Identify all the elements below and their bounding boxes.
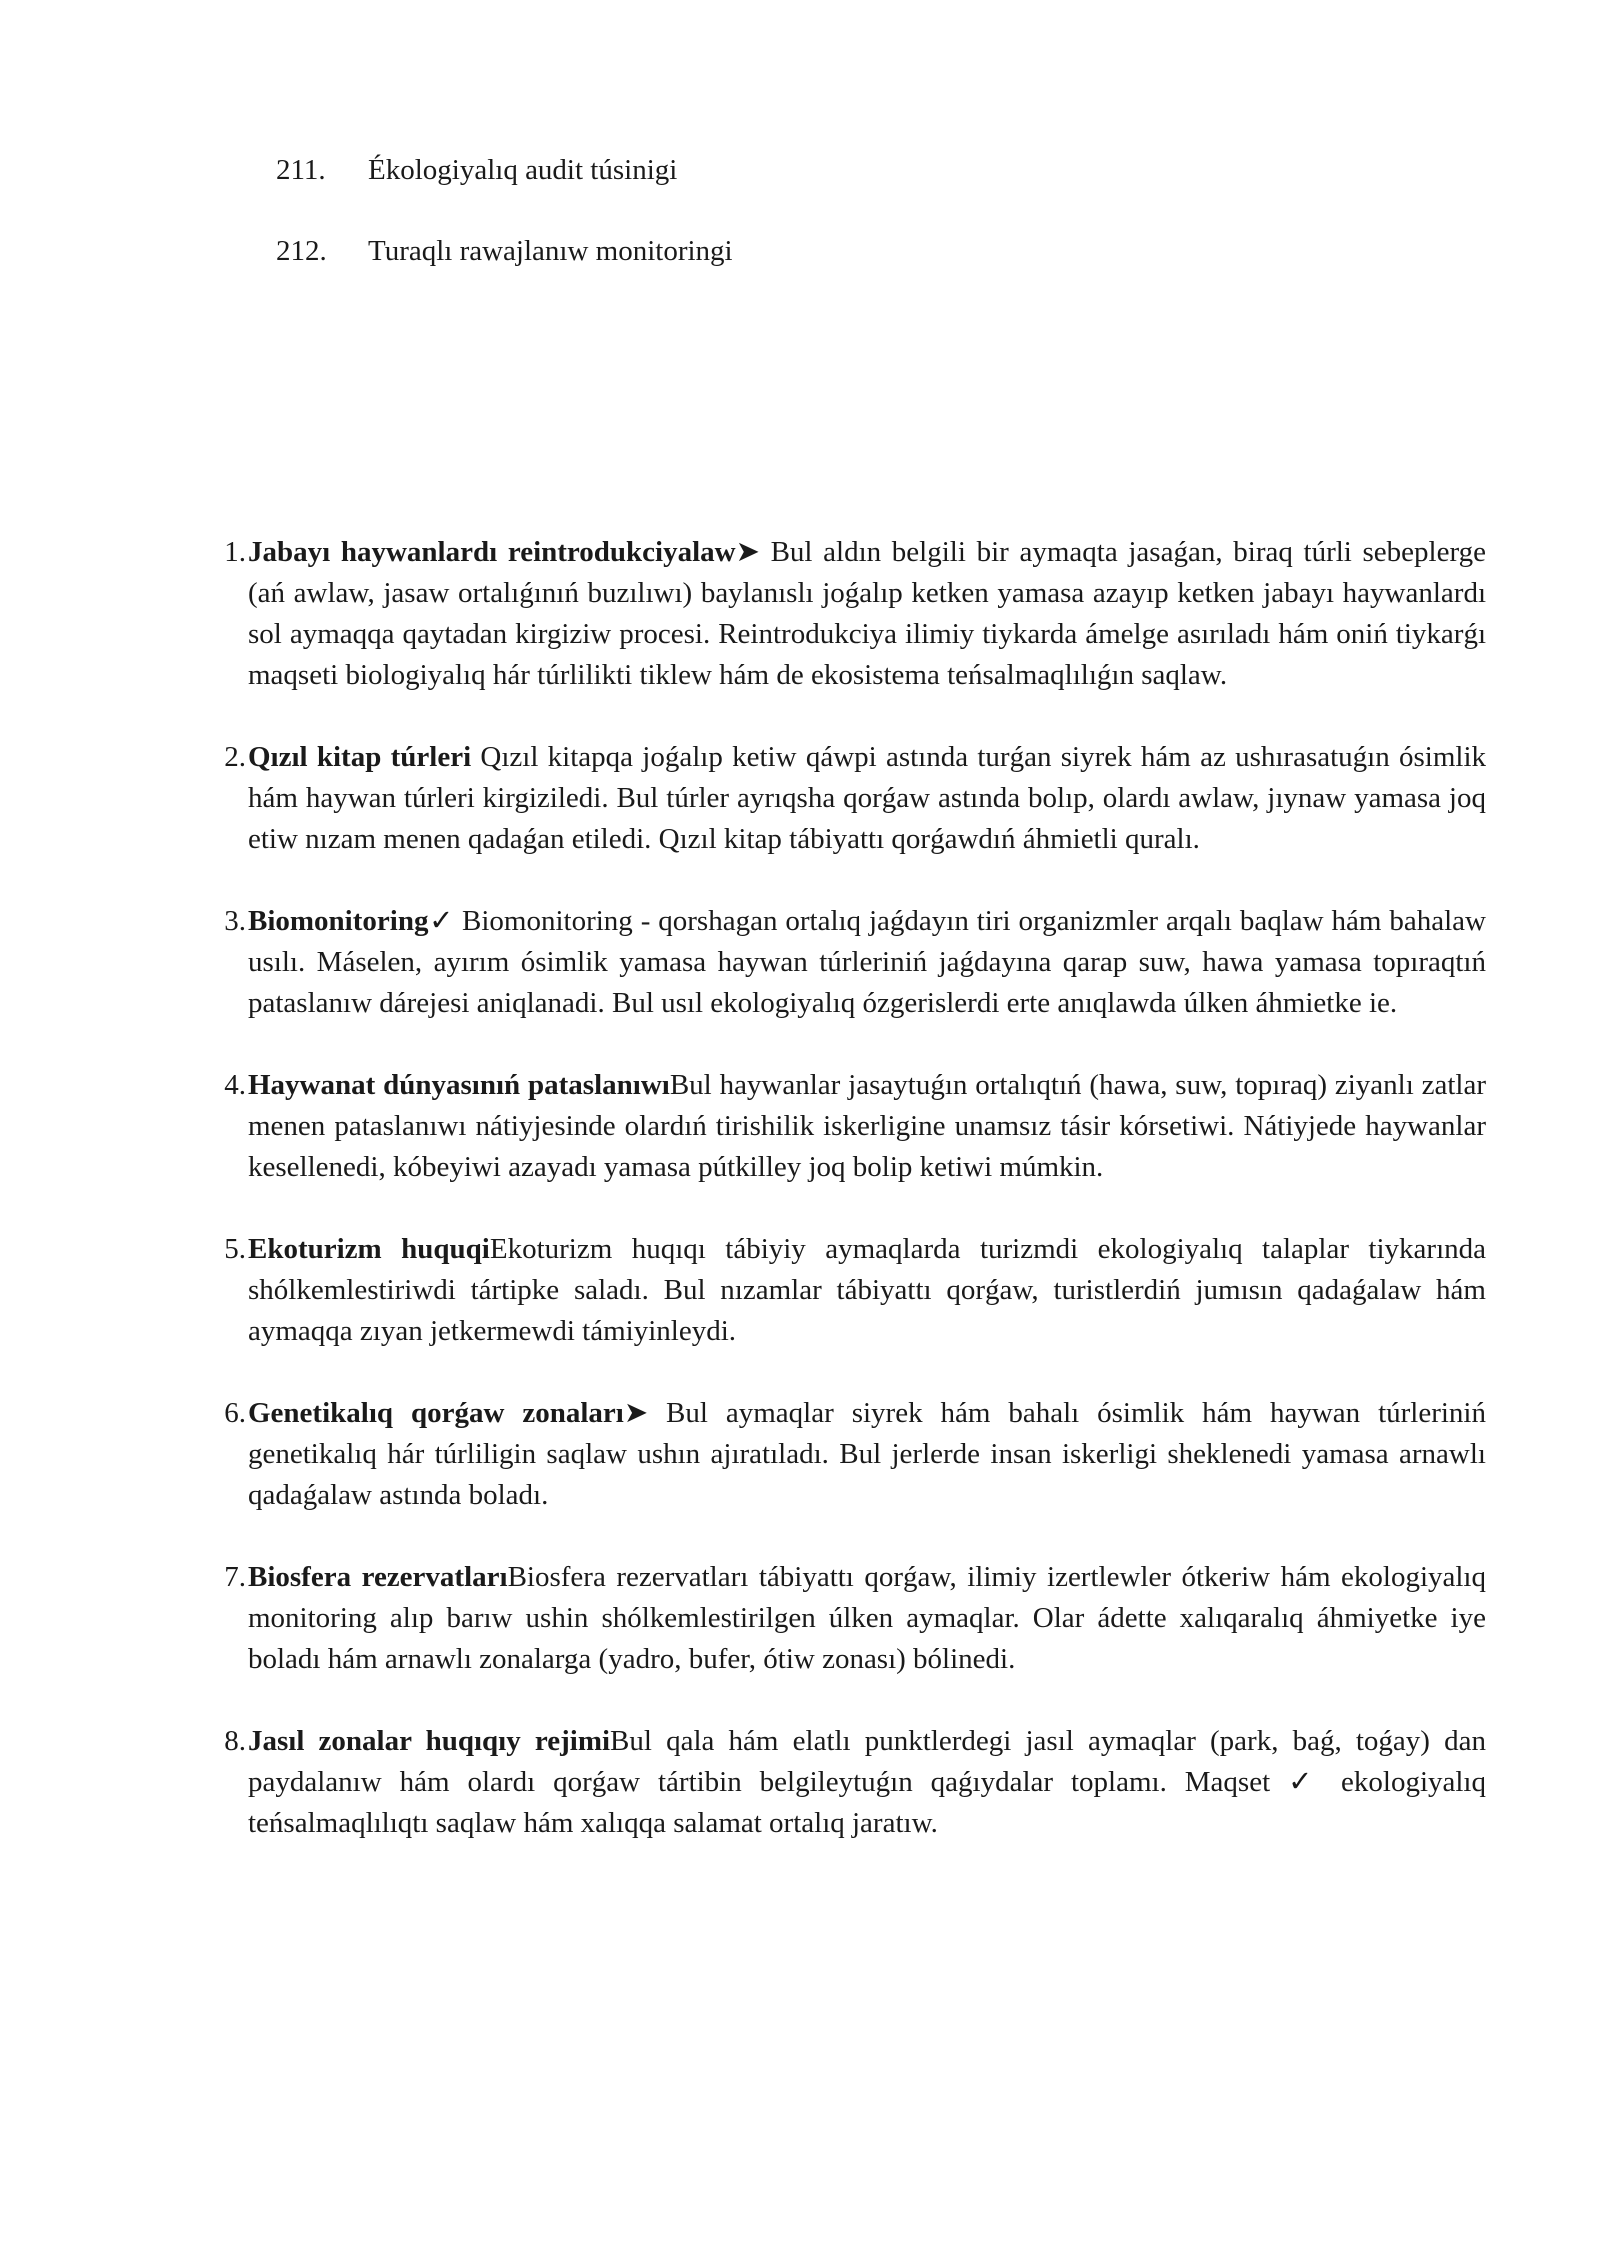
entry-definition: Biosfera rezervatları tábiyattı qorǵaw, ilimiy izertlewler ótkeriw hám ekologiyalıq monitoring alıp barıw ushin shólkemlestirilgen úlken aymaqlar. Olar ádette xalıqaralıq áhmiyetke iye boladı hám arnawlı zonalarga (yadro, bufer, ótiw zonası) bólinedi. <box>248 1561 1486 1675</box>
entry-term: Biomonitoring <box>248 905 429 937</box>
entry-term: Biosfera rezervatları <box>248 1561 508 1593</box>
entry-term: Haywanat dúnyasınıń pataslanıwı <box>248 1069 670 1101</box>
glossary-entry <box>196 1721 1486 1844</box>
entry-separator: ➤ <box>735 536 771 568</box>
entry-definition: Bul aldın belgili bir aymaqta jasaǵan, biraq túrli sebeplerge (ań awlaw, jasaw ortalıǵınıń buzılıwı) baylanıslı joǵalıp ketken yamasa azayıp ketken jabayı haywanlardı sol aymaqqa qaytadan kirgiziw procesi. Reintrodukciya ilimiy tiykarda ámelge asırıladı hám oniń tiykarǵı maqseti biologiyalıq hár túrlilikti tiklew hám de ekosistema teńsalmaqlılıǵın saqlaw. <box>248 536 1486 691</box>
glossary-entry <box>196 1557 1486 1680</box>
toc-list <box>276 150 1376 312</box>
entry-term: Genetikalıq qorǵaw zonaları <box>248 1397 624 1429</box>
entry-number: 3. <box>224 905 246 937</box>
glossary-entry <box>196 901 1486 1024</box>
entry-number: 1. <box>224 536 246 568</box>
toc-item <box>276 150 1376 190</box>
entry-term: Jabayı haywanlardı reintrodukciyalaw <box>248 536 736 568</box>
entry-separator: ✓ <box>428 905 462 937</box>
glossary-entry <box>196 737 1486 860</box>
entry-definition: Biomonitoring - qorshagan ortalıq jaǵdayın tiri organizmler arqalı baqlaw hám bahalaw usılı. Máselen, ayırım ósimlik yamasa haywan túrleriniń jaǵdayına qarap suw, hawa yamasa topıraqtıń pataslanıw dárejesi aniqlanadi. Bul usıl ekologiyalıq ózgerislerdi erte anıqlawda úlken áhmietke ie. <box>248 905 1486 1019</box>
entry-number: 6. <box>224 1397 246 1429</box>
toc-item-number: 212. <box>276 235 327 267</box>
glossary-list <box>196 532 1486 1885</box>
entry-number: 8. <box>224 1725 246 1757</box>
entry-term: Qızıl kitap túrleri <box>248 741 472 773</box>
entry-number: 7. <box>224 1561 246 1593</box>
entry-number: 4. <box>224 1069 246 1101</box>
glossary-entry <box>196 1065 1486 1188</box>
entry-definition: Bul haywanlar jasaytuǵın ortalıqtıń (hawa, suw, topıraq) ziyanlı zatlar menen pataslanıwı nátiyjesinde olardıń tirishilik iskerligine unamsız tásir kórsetiwi. Nátiyjede haywanlar kesellenedi, kóbeyiwi azayadı yamasa pútkilley joq bolip ketiwi múmkin. <box>248 1069 1486 1183</box>
entry-number: 5. <box>224 1233 246 1265</box>
toc-item <box>276 231 1376 271</box>
entry-number: 2. <box>224 741 246 773</box>
glossary-entry <box>196 1393 1486 1516</box>
entry-definition: Ekoturizm huqıqı tábiyiy aymaqlarda turizmdi ekologiyalıq talaplar tiykarında shólkemlestiriwdi tártipke saladı. Bul nızamlar tábiyattı qorǵaw, turistlerdiń jumısın qadaǵalaw hám aymaqqa zıyan jetkermewdi támiyinleydi. <box>248 1233 1486 1347</box>
glossary-entry <box>196 1229 1486 1352</box>
entry-separator: ➤ <box>623 1397 667 1429</box>
toc-item-number: 211. <box>276 154 326 186</box>
entry-definition: Bul qala hám elatlı punktlerdegi jasıl aymaqlar (park, baǵ, toǵay) dan paydalanıw hám olardı qorǵaw tártibin belgileytuǵın qaǵıydalar toplamı. Maqset ✓ ekologiyalıq teńsalmaqlılıqtı saqlaw hám xalıqqa salamat ortalıq jaratıw. <box>248 1725 1486 1839</box>
toc-item-label: Ékologiyalıq audit túsinigi <box>368 154 678 186</box>
glossary-entry <box>196 532 1486 696</box>
entry-term: Ekoturizm huquqi <box>248 1233 490 1265</box>
entry-definition: Qızıl kitapqa joǵalıp ketiw qáwpi astında turǵan siyrek hám az ushırasatuǵın ósimlik hám haywan túrleri kirgiziledi. Bul túrler ayrıqsha qorǵaw astında bolıp, olardı awlaw, jıynaw yamasa joq etiw nızam menen qadaǵan etiledi. Qızıl kitap tábiyattı qorǵawdıń áhmietli quralı. <box>248 741 1487 855</box>
toc-item-label: Turaqlı rawajlanıw monitoringi <box>368 235 733 267</box>
entry-term: Jasıl zonalar huqıqıy rejimi <box>248 1725 611 1757</box>
entry-definition: Bul aymaqlar siyrek hám bahalı ósimlik hám haywan túrleriniń genetikalıq hár túrliligin saqlaw ushın ajıratıladı. Bul jerlerde insan iskerligi sheklenedi yamasa arnawlı qadaǵalaw astında boladı. <box>248 1397 1486 1511</box>
